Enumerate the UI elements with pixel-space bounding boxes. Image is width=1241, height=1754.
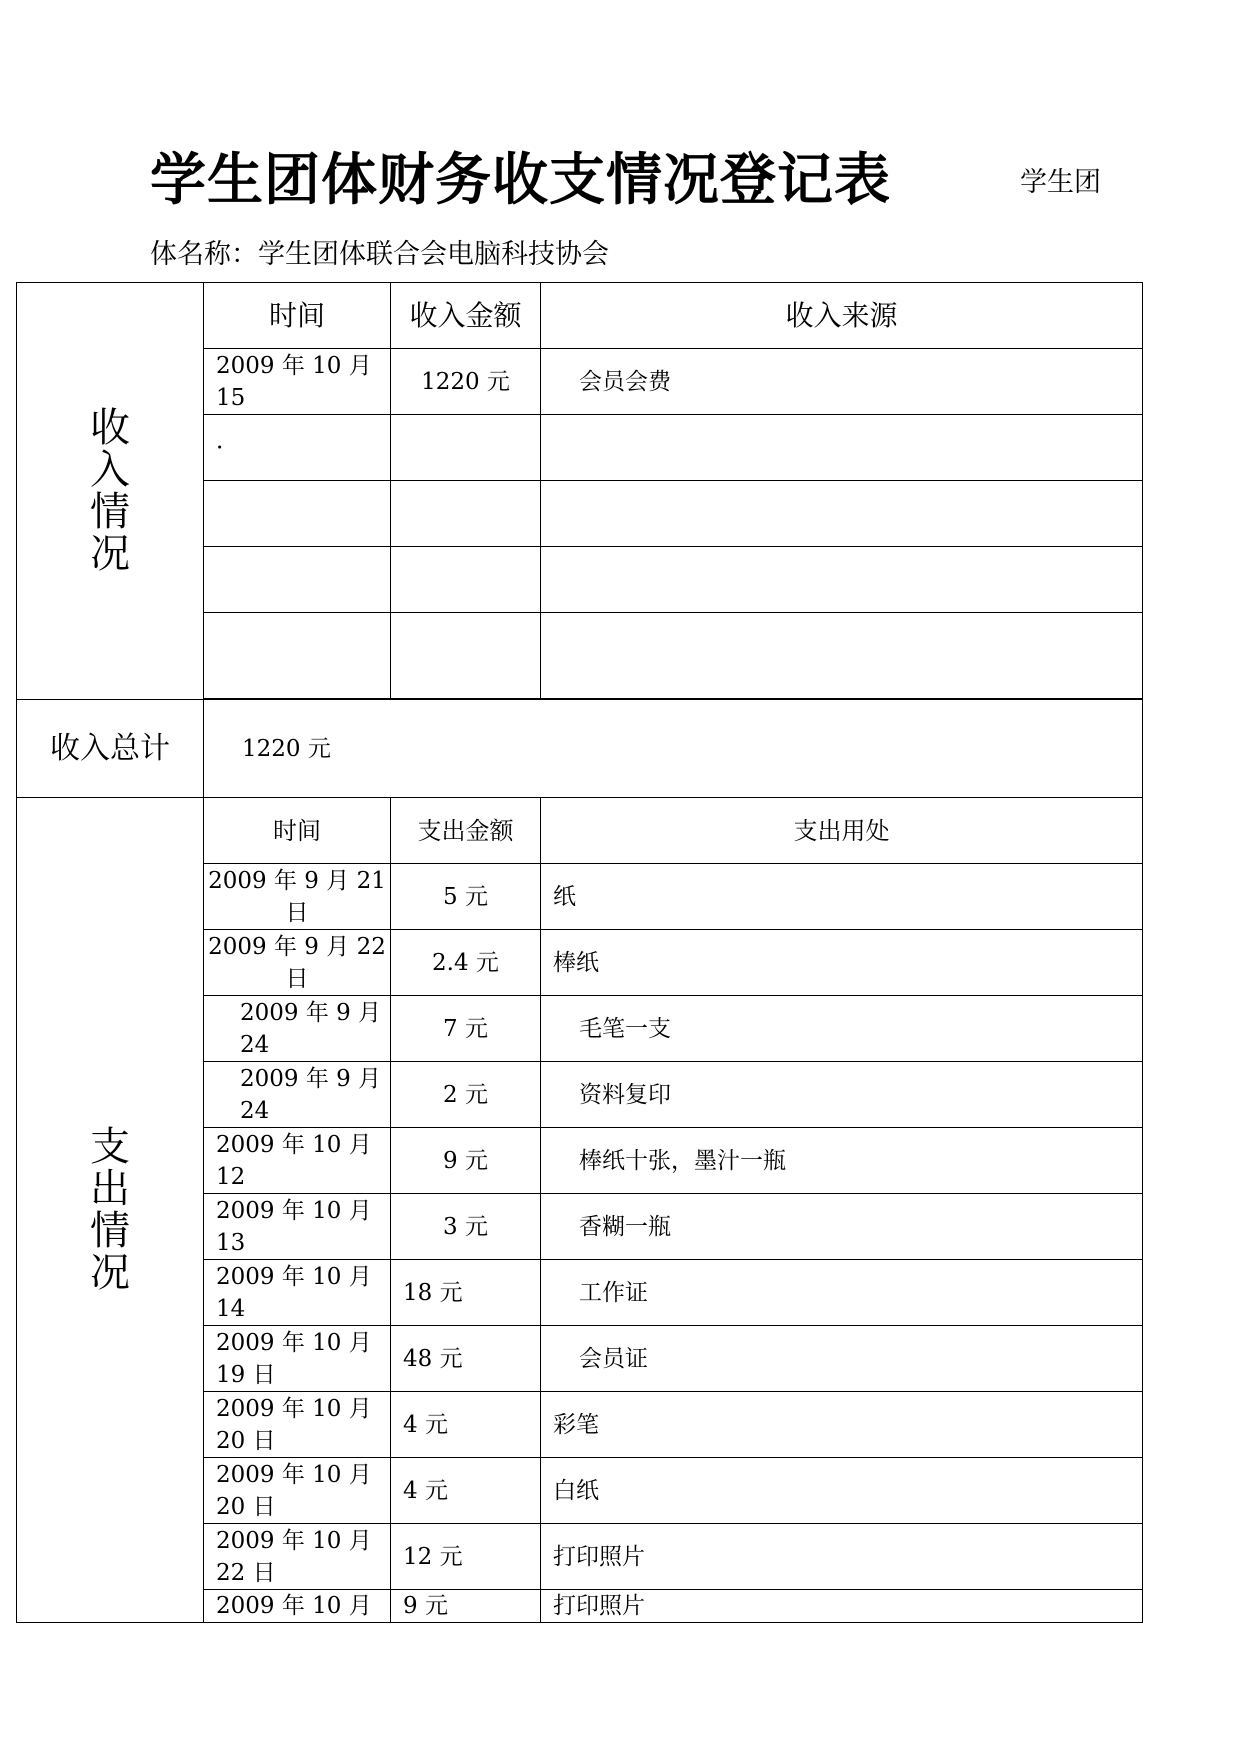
income-header-row [17, 283, 1143, 349]
expense-amount: 18 元 [391, 1260, 541, 1326]
income-col-time: 时间 [204, 283, 391, 349]
title-tail-text: 学生团 [1020, 167, 1101, 198]
income-date [204, 547, 391, 613]
expense-use: 彩笔 [541, 1392, 1143, 1458]
expense-date: 2009 年 9 月 24 [204, 996, 391, 1062]
expense-date: 2009 年 10 月 13 [204, 1194, 391, 1260]
expense-amount: 3 元 [391, 1194, 541, 1260]
expense-date: 2009 年 10 月 14 [204, 1260, 391, 1326]
expense-use: 纸 [541, 864, 1143, 930]
income-total-row [17, 700, 1143, 798]
expense-amount: 12 元 [391, 1524, 541, 1590]
expense-use: 工作证 [541, 1260, 1143, 1326]
expense-amount: 4 元 [391, 1458, 541, 1524]
income-section-label: 收入情况 [17, 283, 204, 700]
expense-amount: 48 元 [391, 1326, 541, 1392]
expense-date: 2009 年 10 月 19 日 [204, 1326, 391, 1392]
expense-amount: 7 元 [391, 996, 541, 1062]
expense-col-amount: 支出金额 [391, 798, 541, 864]
expense-date: 2009 年 10 月 22 日 [204, 1524, 391, 1590]
income-date [204, 481, 391, 547]
income-amount: 1220 元 [391, 349, 541, 415]
expense-amount: 5 元 [391, 864, 541, 930]
income-total-label: 收入总计 [17, 700, 204, 798]
expense-use: 毛笔一支 [541, 996, 1143, 1062]
organization-name: 体名称：学生团体联合会电脑科技协会 [150, 239, 609, 270]
expense-date: 2009 年 9 月 22 日 [204, 930, 391, 996]
income-source [541, 481, 1143, 547]
expense-use: 白纸 [541, 1458, 1143, 1524]
income-source [541, 613, 1143, 699]
page-title: 学生团体财务收支情况登记表 [150, 148, 891, 213]
income-total-value: 1220 元 [204, 700, 1143, 798]
expense-amount: 2.4 元 [391, 930, 541, 996]
expense-use: 棒纸 [541, 930, 1143, 996]
expense-use: 打印照片 [541, 1524, 1143, 1590]
expense-date: 2009 年 10 月 [204, 1590, 391, 1623]
income-date: 2009 年 10 月 15 [204, 349, 391, 415]
expense-amount: 9 元 [391, 1590, 541, 1623]
expense-amount: 4 元 [391, 1392, 541, 1458]
expense-use: 香糊一瓶 [541, 1194, 1143, 1260]
income-col-amount: 收入金额 [391, 283, 541, 349]
income-amount [391, 481, 541, 547]
income-amount [391, 415, 541, 481]
expense-date: 2009 年 10 月 12 [204, 1128, 391, 1194]
income-amount [391, 547, 541, 613]
income-source [541, 547, 1143, 613]
expense-date: 2009 年 10 月 20 日 [204, 1392, 391, 1458]
expense-amount: 9 元 [391, 1128, 541, 1194]
expense-date: 2009 年 9 月 21 日 [204, 864, 391, 930]
expense-header-row [17, 798, 1143, 864]
finance-table [16, 282, 1143, 1623]
income-amount [391, 613, 541, 699]
expense-section-label: 支出情况 [17, 798, 204, 1623]
income-col-source: 收入来源 [541, 283, 1143, 349]
income-date [204, 613, 391, 699]
income-source [541, 415, 1143, 481]
expense-col-time: 时间 [204, 798, 391, 864]
expense-use: 资料复印 [541, 1062, 1143, 1128]
expense-amount: 2 元 [391, 1062, 541, 1128]
expense-use: 会员证 [541, 1326, 1143, 1392]
expense-col-use: 支出用处 [541, 798, 1143, 864]
income-date: · [204, 415, 391, 481]
expense-use: 棒纸十张，墨汁一瓶 [541, 1128, 1143, 1194]
income-source: 会员会费 [541, 349, 1143, 415]
expense-date: 2009 年 9 月 24 [204, 1062, 391, 1128]
expense-use: 打印照片 [541, 1590, 1143, 1623]
expense-date: 2009 年 10 月 20 日 [204, 1458, 391, 1524]
